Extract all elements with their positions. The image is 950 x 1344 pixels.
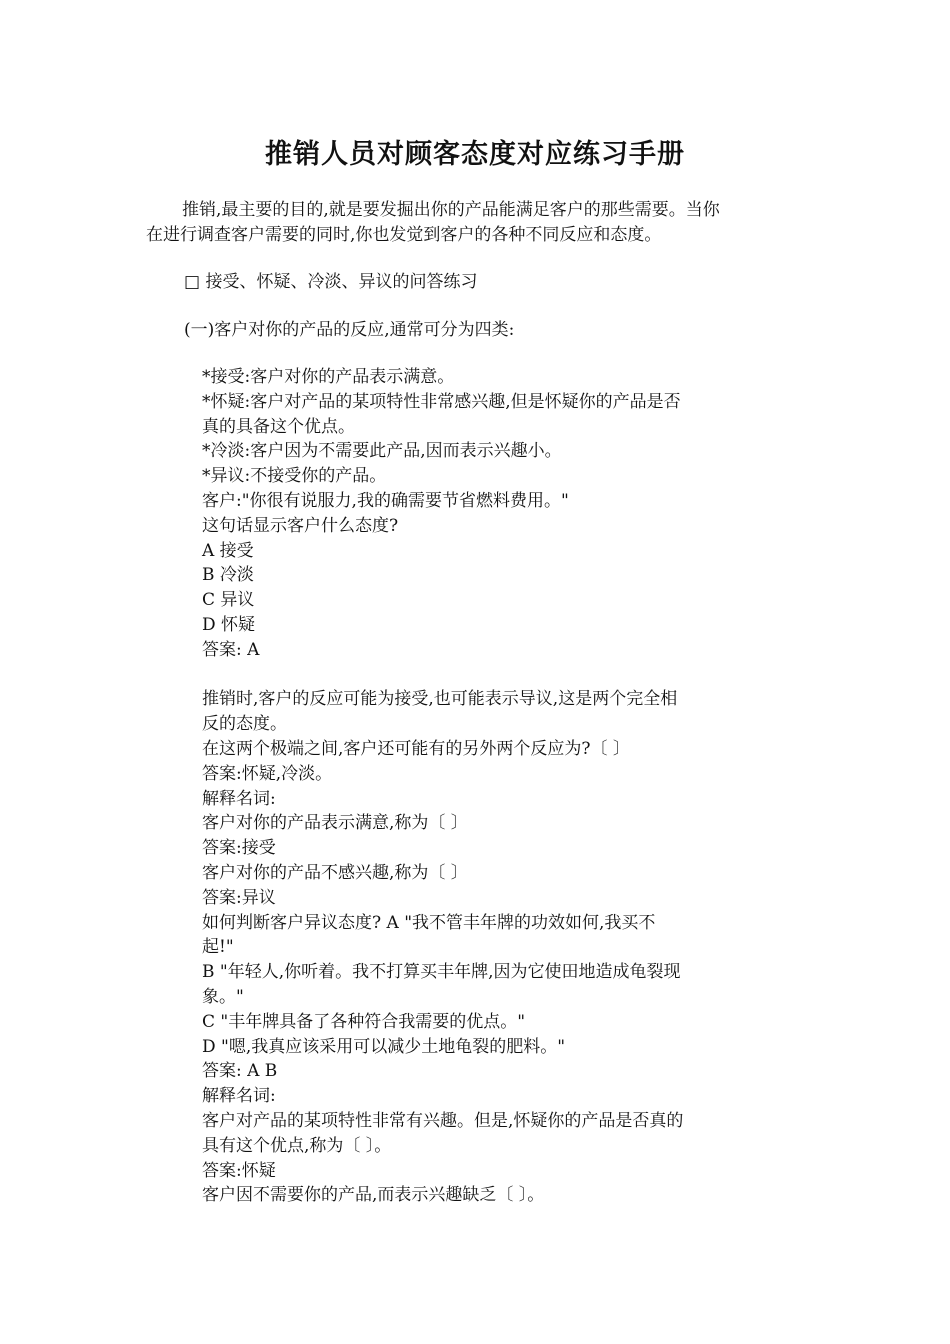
subsection-heading: (一)客户对你的产品的反应,通常可分为四类: <box>184 320 515 340</box>
blank-line <box>202 663 762 688</box>
body-line: B 冷淡 <box>202 565 254 586</box>
body-line: 答案:怀疑 <box>202 1160 276 1181</box>
body-line: B "年轻人,你听着。我不打算买丰年牌,因为它使田地造成龟裂现 <box>202 962 681 983</box>
body-line: 反的态度。 <box>202 714 287 735</box>
body-line: *怀疑:客户对产品的某项特性非常感兴趣,但是怀疑你的产品是否 <box>202 391 681 412</box>
body-line: D "嗯,我真应该采用可以减少土地龟裂的肥料。" <box>202 1036 566 1057</box>
section-heading <box>184 270 477 295</box>
body-line: 客户因不需要你的产品,而表示兴趣缺乏〔 〕。 <box>202 1185 545 1206</box>
body-line: 答案:接受 <box>202 838 276 859</box>
body-line: 答案: A B <box>202 1061 278 1082</box>
qa-body <box>202 365 762 1208</box>
body-line: 这句话显示客户什么态度? <box>202 515 399 536</box>
body-line: 起!" <box>202 937 234 958</box>
body-line: 客户对你的产品表示满意,称为〔 〕 <box>202 813 468 834</box>
body-line: C "丰年牌具备了各种符合我需要的优点。" <box>202 1011 526 1032</box>
body-line: *冷淡:客户因为不需要此产品,因而表示兴趣小。 <box>202 441 562 462</box>
body-line: 推销时,客户的反应可能为接受,也可能表示导议,这是两个完全相 <box>202 689 678 710</box>
body-line: A 接受 <box>202 540 254 561</box>
body-line: 解释名词: <box>202 1086 276 1107</box>
body-line: 解释名词: <box>202 788 276 809</box>
body-line: 客户对你的产品不感兴趣,称为〔 〕 <box>202 862 468 883</box>
body-line: 答案:怀疑,冷淡。 <box>202 763 333 784</box>
intro-line: 在进行调查客户需要的同时,你也发觉到客户的各种不同反应和态度。 <box>146 225 662 245</box>
body-line: 象。" <box>202 986 244 1007</box>
body-line: 真的具备这个优点。 <box>202 416 355 437</box>
intro-line: 推销,最主要的目的,就是要发掘出你的产品能满足客户的那些需要。当你 <box>182 200 720 220</box>
body-line: D 怀疑 <box>202 614 256 635</box>
body-line: *接受:客户对你的产品表示满意。 <box>202 367 455 387</box>
body-line: 在这两个极端之间,客户还可能有的另外两个反应为?〔 〕 <box>202 738 630 759</box>
body-line: 具有这个优点,称为〔 〕。 <box>202 1135 392 1156</box>
section-label: 接受、怀疑、冷淡、异议的问答练习 <box>200 272 478 292</box>
document-title: 推销人员对顾客态度对应练习手册 <box>265 139 685 170</box>
body-line: 如何判断客户异议态度? A "我不管丰年牌的功效如何,我买不 <box>202 912 656 933</box>
body-line: 答案: A <box>202 639 260 660</box>
body-line: *异议:不接受你的产品。 <box>202 466 387 487</box>
body-line: C 异议 <box>202 590 255 611</box>
body-line: 客户:"你很有说服力,我的确需要节省燃料费用。" <box>202 490 569 511</box>
intro-paragraph <box>146 198 806 248</box>
body-line: 答案:异议 <box>202 887 276 908</box>
body-line: 客户对产品的某项特性非常有兴趣。但是,怀疑你的产品是否真的 <box>202 1110 684 1131</box>
checkbox-icon: □ <box>184 272 201 292</box>
